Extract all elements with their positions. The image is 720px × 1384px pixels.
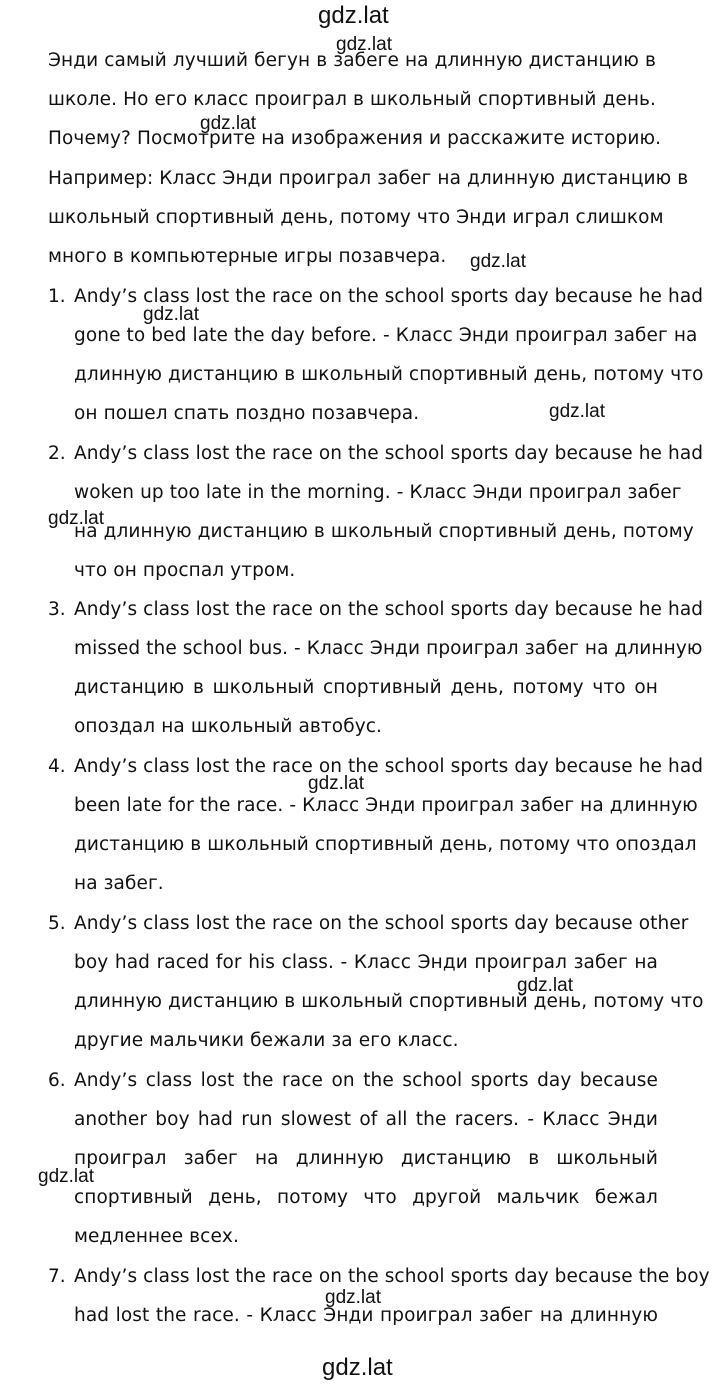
intro-line: школе. Но его класс проиграл в школьный спортивный день. [48, 89, 656, 110]
watermark: gdz.lat [336, 34, 392, 55]
answer-line: длинную дистанцию в школьный спортивный день, потому что [74, 364, 704, 385]
answer-number: 4. [48, 756, 66, 777]
watermark: gdz.lat [38, 1166, 94, 1187]
answer-line: missed the school bus. - Класс Энди проиграл забег на длинную [74, 638, 703, 659]
answer-line: Andy’s class lost the race on the school sports day because he had [74, 286, 704, 307]
watermark: gdz.lat [325, 1287, 381, 1308]
answer-number: 7. [48, 1266, 66, 1287]
answer-line: проиграл забег на длинную дистанцию в школьный [74, 1148, 658, 1169]
answer-line: Andy’s class lost the race on the school sports day because other [74, 913, 689, 934]
watermark: gdz.lat [143, 304, 199, 325]
watermark: gdz.lat [549, 401, 605, 422]
answer-line: boy had raced for his class. - Класс Энди проиграл забег на [74, 952, 658, 973]
answer-line: опоздал на школьный автобус. [74, 716, 383, 737]
intro-line: много в компьютерные игры позавчера. [48, 246, 447, 267]
intro-line: Энди самый лучший бегун в забеге на длинную дистанцию в [48, 50, 656, 71]
watermark: gdz.lat [308, 773, 364, 794]
answer-line: на длинную дистанцию в школьный спортивный день, потому [74, 521, 694, 542]
answer-number: 3. [48, 599, 66, 620]
answer-line: он пошел спать поздно позавчера. [74, 403, 420, 424]
answer-line: медленнее всех. [74, 1226, 239, 1247]
answer-number: 5. [48, 913, 66, 934]
answer-number: 2. [48, 443, 66, 464]
answer-line: что он проспал утром. [74, 560, 296, 581]
answer-line: Andy’s class lost the race on the school sports day because he had [74, 599, 704, 620]
answer-line: been late for the race. - Класс Энди проиграл забег на длинную [74, 795, 698, 816]
answer-line: Andy’s class lost the race on the school sports day because the boy [74, 1266, 710, 1287]
answer-line: другие мальчики бежали за его класс. [74, 1030, 459, 1051]
answer-number: 6. [48, 1070, 66, 1091]
answer-line: Andy’s class lost the race on the school sports day because [74, 1070, 658, 1091]
answer-line: Andy’s class lost the race on the school sports day because he had [74, 756, 704, 777]
answer-line: дистанцию в школьный спортивный день, потому что опоздал [74, 834, 697, 855]
watermark-top: gdz.lat [318, 2, 389, 29]
watermark-bottom: gdz.lat [322, 1354, 393, 1381]
intro-line: школьный спортивный день, потому что Энди играл слишком [48, 207, 664, 228]
answer-line: woken up too late in the morning. - Класс Энди проиграл забег [74, 482, 682, 503]
answer-line: another boy had run slowest of all the racers. - Класс Энди [74, 1109, 658, 1130]
watermark: gdz.lat [517, 975, 573, 996]
answer-number: 1. [48, 286, 66, 307]
watermark: gdz.lat [470, 251, 526, 272]
intro-line: Почему? Посмотрите на изображения и расскажите историю. [48, 128, 662, 149]
answer-line: Andy’s class lost the race on the school sports day because he had [74, 443, 704, 464]
answer-line: had lost the race. - Класс Энди проиграл забег на длинную [74, 1305, 658, 1326]
answer-line: на забег. [74, 873, 164, 894]
watermark: gdz.lat [48, 508, 104, 529]
answer-line: длинную дистанцию в школьный спортивный день, потому что [74, 991, 704, 1012]
intro-line: Например: Класс Энди проиграл забег на длинную дистанцию в [48, 168, 689, 189]
answer-line: спортивный день, потому что другой мальчик бежал [74, 1187, 658, 1208]
answer-line: дистанцию в школьный спортивный день, потому что он [74, 677, 658, 698]
answer-line: gone to bed late the day before. - Класс Энди проиграл забег на [74, 325, 698, 346]
watermark: gdz.lat [200, 113, 256, 134]
